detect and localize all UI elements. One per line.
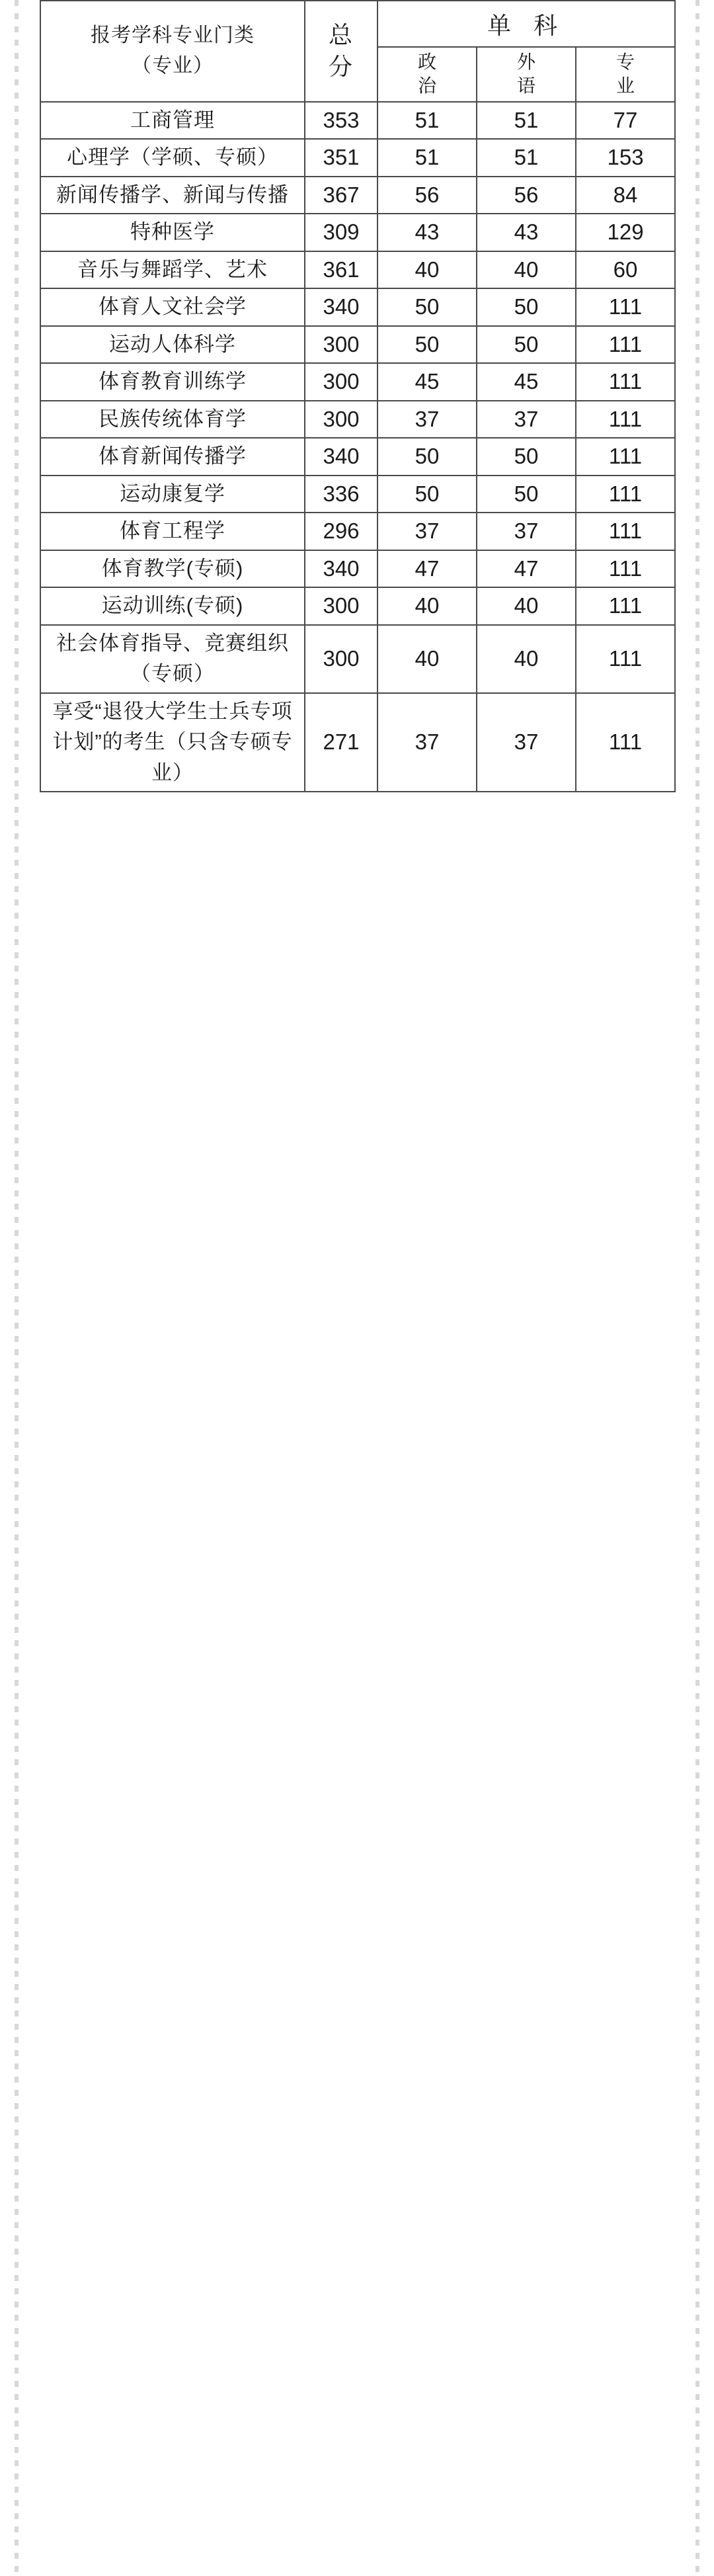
row-specialty-score: 111: [576, 476, 675, 513]
row-major-name: 体育新闻传播学: [40, 438, 305, 476]
table-row: [40, 214, 675, 251]
row-specialty-score: 111: [576, 326, 675, 364]
table-row: [40, 139, 675, 177]
table-row: [40, 251, 675, 289]
row-politics-score: 47: [377, 550, 477, 588]
row-total-score: 353: [305, 102, 377, 140]
table-row: [40, 363, 675, 401]
row-major-name: 运动训练(专硕): [40, 587, 305, 625]
row-specialty-score: 60: [576, 251, 675, 289]
admission-score-table: [40, 0, 676, 792]
row-specialty-score: 111: [576, 625, 675, 693]
row-politics-score: 50: [377, 476, 477, 513]
row-politics-score: 40: [377, 251, 477, 289]
row-politics-score: 50: [377, 438, 477, 476]
row-foreign-score: 43: [477, 214, 576, 251]
header-major-line1: 报考学科专业门类: [91, 24, 255, 46]
header-major: [40, 1, 305, 102]
header-major-line2: （专业）: [132, 55, 214, 77]
row-total-score: 361: [305, 251, 377, 289]
row-total-score: 271: [305, 693, 377, 792]
row-major-name: 体育教学(专硕): [40, 550, 305, 588]
row-major-name: 工商管理: [40, 102, 305, 140]
row-major-name: 运动康复学: [40, 476, 305, 513]
header-foreign-language-text: 外语: [517, 52, 537, 97]
row-specialty-score: 153: [576, 139, 675, 177]
row-total-score: 340: [305, 550, 377, 588]
row-foreign-score: 51: [477, 102, 576, 140]
row-specialty-score: 111: [576, 587, 675, 625]
table-row: [40, 625, 675, 693]
row-specialty-score: 111: [576, 288, 675, 326]
header-row-top: [40, 1, 675, 47]
table-row: [40, 550, 675, 588]
header-total-line2: 分: [328, 53, 354, 81]
row-foreign-score: 47: [477, 550, 576, 588]
header-politics-text: 政治: [418, 52, 438, 97]
header-total: [305, 1, 377, 102]
row-total-score: 300: [305, 401, 377, 438]
row-total-score: 296: [305, 513, 377, 550]
row-foreign-score: 50: [477, 476, 576, 513]
header-specialty: [576, 47, 675, 102]
row-politics-score: 37: [377, 693, 477, 792]
row-specialty-score: 111: [576, 693, 675, 792]
table-row: [40, 513, 675, 550]
row-foreign-score: 56: [477, 177, 576, 214]
row-politics-score: 40: [377, 625, 477, 693]
row-foreign-score: 40: [477, 625, 576, 693]
row-foreign-score: 40: [477, 251, 576, 289]
table-row: [40, 177, 675, 214]
row-major-name: 音乐与舞蹈学、艺术: [40, 251, 305, 289]
row-politics-score: 45: [377, 363, 477, 401]
row-total-score: 340: [305, 288, 377, 326]
row-politics-score: 37: [377, 401, 477, 438]
table-row: [40, 693, 675, 792]
row-foreign-score: 50: [477, 326, 576, 364]
row-politics-score: 51: [377, 102, 477, 140]
header-politics: [377, 47, 477, 102]
table-row: [40, 102, 675, 140]
table-row: [40, 401, 675, 438]
table-row: [40, 288, 675, 326]
row-foreign-score: 50: [477, 438, 576, 476]
row-foreign-score: 37: [477, 693, 576, 792]
row-foreign-score: 51: [477, 139, 576, 177]
row-specialty-score: 111: [576, 438, 675, 476]
row-specialty-score: 77: [576, 102, 675, 140]
row-total-score: 340: [305, 438, 377, 476]
row-major-name: 享受“退役大学生士兵专项计划”的考生（只含专硕专业）: [40, 693, 305, 792]
table-body: [40, 102, 675, 792]
row-major-name: 体育人文社会学: [40, 288, 305, 326]
table-row: [40, 438, 675, 476]
row-specialty-score: 111: [576, 401, 675, 438]
row-politics-score: 37: [377, 513, 477, 550]
row-total-score: 309: [305, 214, 377, 251]
row-foreign-score: 40: [477, 587, 576, 625]
row-politics-score: 56: [377, 177, 477, 214]
header-subject-group: 单 科: [377, 1, 675, 47]
row-specialty-score: 111: [576, 513, 675, 550]
row-politics-score: 51: [377, 139, 477, 177]
row-total-score: 300: [305, 625, 377, 693]
row-total-score: 367: [305, 177, 377, 214]
row-specialty-score: 111: [576, 550, 675, 588]
row-major-name: 心理学（学硕、专硕）: [40, 139, 305, 177]
header-foreign-language: [477, 47, 576, 102]
row-specialty-score: 129: [576, 214, 675, 251]
row-politics-score: 43: [377, 214, 477, 251]
row-total-score: 300: [305, 363, 377, 401]
row-foreign-score: 50: [477, 288, 576, 326]
row-politics-score: 50: [377, 326, 477, 364]
row-politics-score: 40: [377, 587, 477, 625]
table-row: [40, 587, 675, 625]
row-total-score: 336: [305, 476, 377, 513]
table-header: [40, 1, 675, 102]
row-specialty-score: 84: [576, 177, 675, 214]
row-total-score: 300: [305, 326, 377, 364]
row-major-name: 体育工程学: [40, 513, 305, 550]
row-foreign-score: 37: [477, 401, 576, 438]
row-major-name: 新闻传播学、新闻与传播: [40, 177, 305, 214]
row-major-name: 运动人体科学: [40, 326, 305, 364]
row-major-name: 特种医学: [40, 214, 305, 251]
row-foreign-score: 37: [477, 513, 576, 550]
row-politics-score: 50: [377, 288, 477, 326]
row-major-name: 社会体育指导、竞赛组织（专硕）: [40, 625, 305, 693]
row-major-name: 体育教育训练学: [40, 363, 305, 401]
row-specialty-score: 111: [576, 363, 675, 401]
row-foreign-score: 45: [477, 363, 576, 401]
header-total-line1: 总: [328, 21, 354, 48]
row-major-name: 民族传统体育学: [40, 401, 305, 438]
table-row: [40, 476, 675, 513]
header-specialty-text: 专业: [616, 52, 636, 97]
row-total-score: 351: [305, 139, 377, 177]
table-row: [40, 326, 675, 364]
row-total-score: 300: [305, 587, 377, 625]
